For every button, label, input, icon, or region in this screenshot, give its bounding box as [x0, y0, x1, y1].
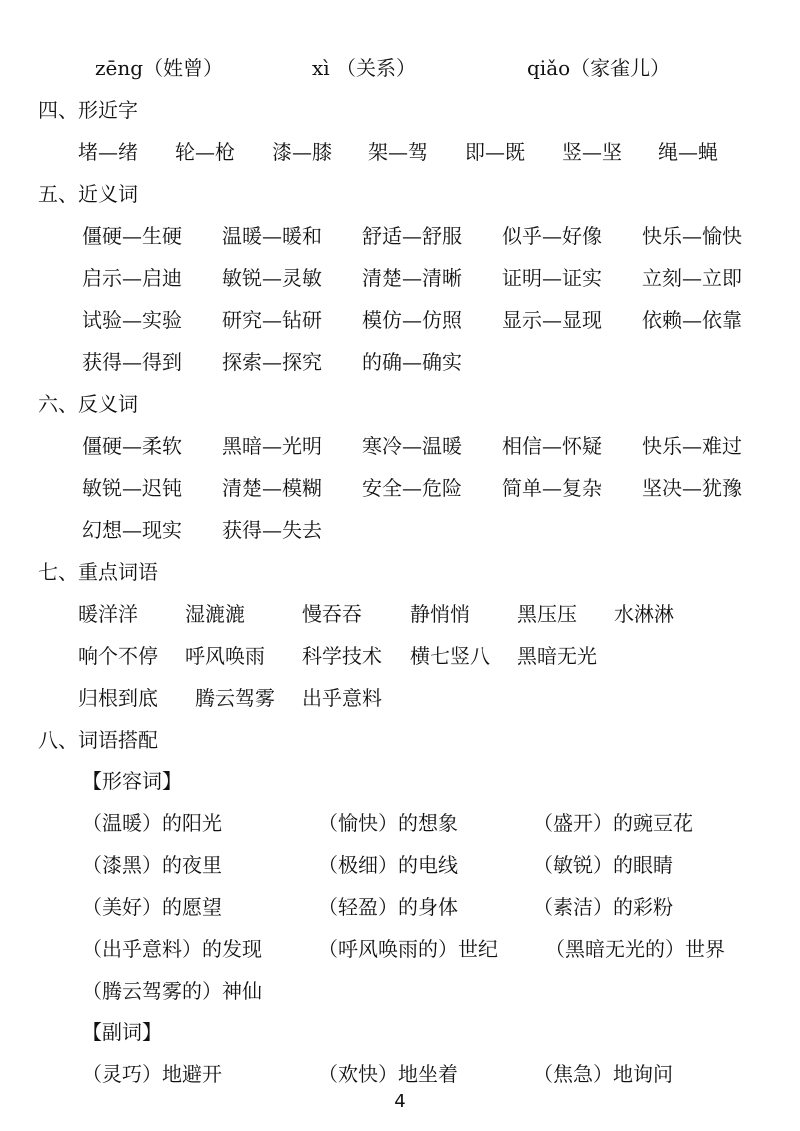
- antonym-pair: 简单—复杂: [502, 476, 602, 500]
- collocation: （敏锐）的眼睛: [533, 853, 673, 877]
- collocation: （欢快）地坐着: [318, 1062, 458, 1086]
- antonym-pair: 快乐—难过: [642, 434, 742, 458]
- key-word: 腾云驾雾: [195, 686, 275, 710]
- synonym-pair: 的确—确实: [362, 350, 462, 374]
- collocation: （极细）的电线: [318, 853, 458, 877]
- antonym-pair: 清楚—模糊: [222, 476, 322, 500]
- pinyin: zēng: [95, 56, 144, 80]
- antonym-pair: 相信—怀疑: [502, 434, 602, 458]
- pinyin-item: [312, 47, 416, 89]
- synonym-pair: 启示—启迪: [82, 266, 182, 290]
- synonym-pair: 似乎—好像: [502, 224, 602, 248]
- collocation: （灵巧）地避开: [82, 1062, 222, 1086]
- antonym-pair: 敏锐—迟钝: [82, 476, 182, 500]
- section-heading-dapei: 八、词语搭配: [38, 728, 158, 752]
- synonym-pair: 敏锐—灵敏: [222, 266, 322, 290]
- word-pair: 绳—蝇: [658, 140, 718, 164]
- synonym-pair: 研究—钻研: [222, 308, 322, 332]
- word-pair: 即—既: [465, 140, 525, 164]
- key-word: 静悄悄: [410, 602, 470, 626]
- collocation: （腾云驾雾的）神仙: [82, 979, 262, 1003]
- section-heading-xingjinzi: 四、形近字: [38, 98, 138, 122]
- collocation: （出乎意料）的发现: [82, 937, 262, 961]
- synonym-pair: 试验—实验: [82, 308, 182, 332]
- antonym-pair: 僵硬—柔软: [82, 434, 182, 458]
- key-word: 黑暗无光: [517, 644, 597, 668]
- key-word: 暖洋洋: [78, 602, 138, 626]
- word-pair: 轮—枪: [175, 140, 235, 164]
- collocation: （黑暗无光的）世界: [545, 937, 725, 961]
- key-word: 响个不停: [78, 644, 158, 668]
- key-word: 湿漉漉: [185, 602, 245, 626]
- synonym-pair: 温暖—暖和: [222, 224, 322, 248]
- synonym-pair: 探索—探究: [222, 350, 322, 374]
- antonym-pair: 安全—危险: [362, 476, 462, 500]
- page-number: 4: [394, 1091, 406, 1112]
- key-word: 归根到底: [78, 686, 158, 710]
- adverb-label: 【副词】: [82, 1020, 162, 1044]
- collocation: （轻盈）的身体: [318, 895, 458, 919]
- key-word: 横七竖八: [410, 644, 490, 668]
- synonym-pair: 立刻—立即: [642, 266, 742, 290]
- section-heading-jinyici: 五、近义词: [38, 182, 138, 206]
- pinyin-word: （家雀儿）: [570, 56, 671, 80]
- key-word: 出乎意料: [302, 686, 382, 710]
- collocation: （愉快）的想象: [318, 811, 458, 835]
- pinyin-item: [95, 47, 223, 89]
- synonym-pair: 舒适—舒服: [362, 224, 462, 248]
- collocation: （漆黑）的夜里: [82, 853, 222, 877]
- key-word: 黑压压: [517, 602, 577, 626]
- synonym-pair: 获得—得到: [82, 350, 182, 374]
- pinyin: xì: [312, 56, 330, 80]
- key-word: 慢吞吞: [302, 602, 362, 626]
- antonym-pair: 幻想—现实: [82, 518, 182, 542]
- synonym-pair: 僵硬—生硬: [82, 224, 182, 248]
- pinyin-item: [527, 47, 670, 89]
- pinyin-word: （姓曾）: [143, 56, 224, 80]
- word-pair: 架—驾: [368, 140, 428, 164]
- collocation: （焦急）地询问: [533, 1062, 673, 1086]
- synonym-pair: 显示—显现: [502, 308, 602, 332]
- antonym-pair: 黑暗—光明: [222, 434, 322, 458]
- antonym-pair: 寒冷—温暖: [362, 434, 462, 458]
- adjective-label: 【形容词】: [82, 769, 182, 793]
- word-pair: 堵—绪: [78, 140, 138, 164]
- word-pair: 竖—坚: [562, 140, 622, 164]
- pinyin: qiǎo: [527, 56, 571, 80]
- section-heading-zhongdian: 七、重点词语: [38, 560, 158, 584]
- word-pair: 漆—膝: [272, 140, 332, 164]
- collocation: （呼风唤雨的）世纪: [318, 937, 498, 961]
- antonym-pair: 坚决—犹豫: [642, 476, 742, 500]
- collocation: （温暖）的阳光: [82, 811, 222, 835]
- antonym-pair: 获得—失去: [222, 518, 322, 542]
- synonym-pair: 模仿—仿照: [362, 308, 462, 332]
- synonym-pair: 证明—证实: [502, 266, 602, 290]
- key-word: 呼风唤雨: [185, 644, 265, 668]
- synonym-pair: 依赖—依靠: [642, 308, 742, 332]
- pinyin-word: （关系）: [329, 56, 417, 80]
- section-heading-fanyici: 六、反义词: [38, 392, 138, 416]
- synonym-pair: 清楚—清晰: [362, 266, 462, 290]
- key-word: 水淋淋: [614, 602, 674, 626]
- synonym-pair: 快乐—愉快: [642, 224, 742, 248]
- collocation: （美好）的愿望: [82, 895, 222, 919]
- collocation: （盛开）的豌豆花: [533, 811, 693, 835]
- collocation: （素洁）的彩粉: [533, 895, 673, 919]
- key-word: 科学技术: [302, 644, 382, 668]
